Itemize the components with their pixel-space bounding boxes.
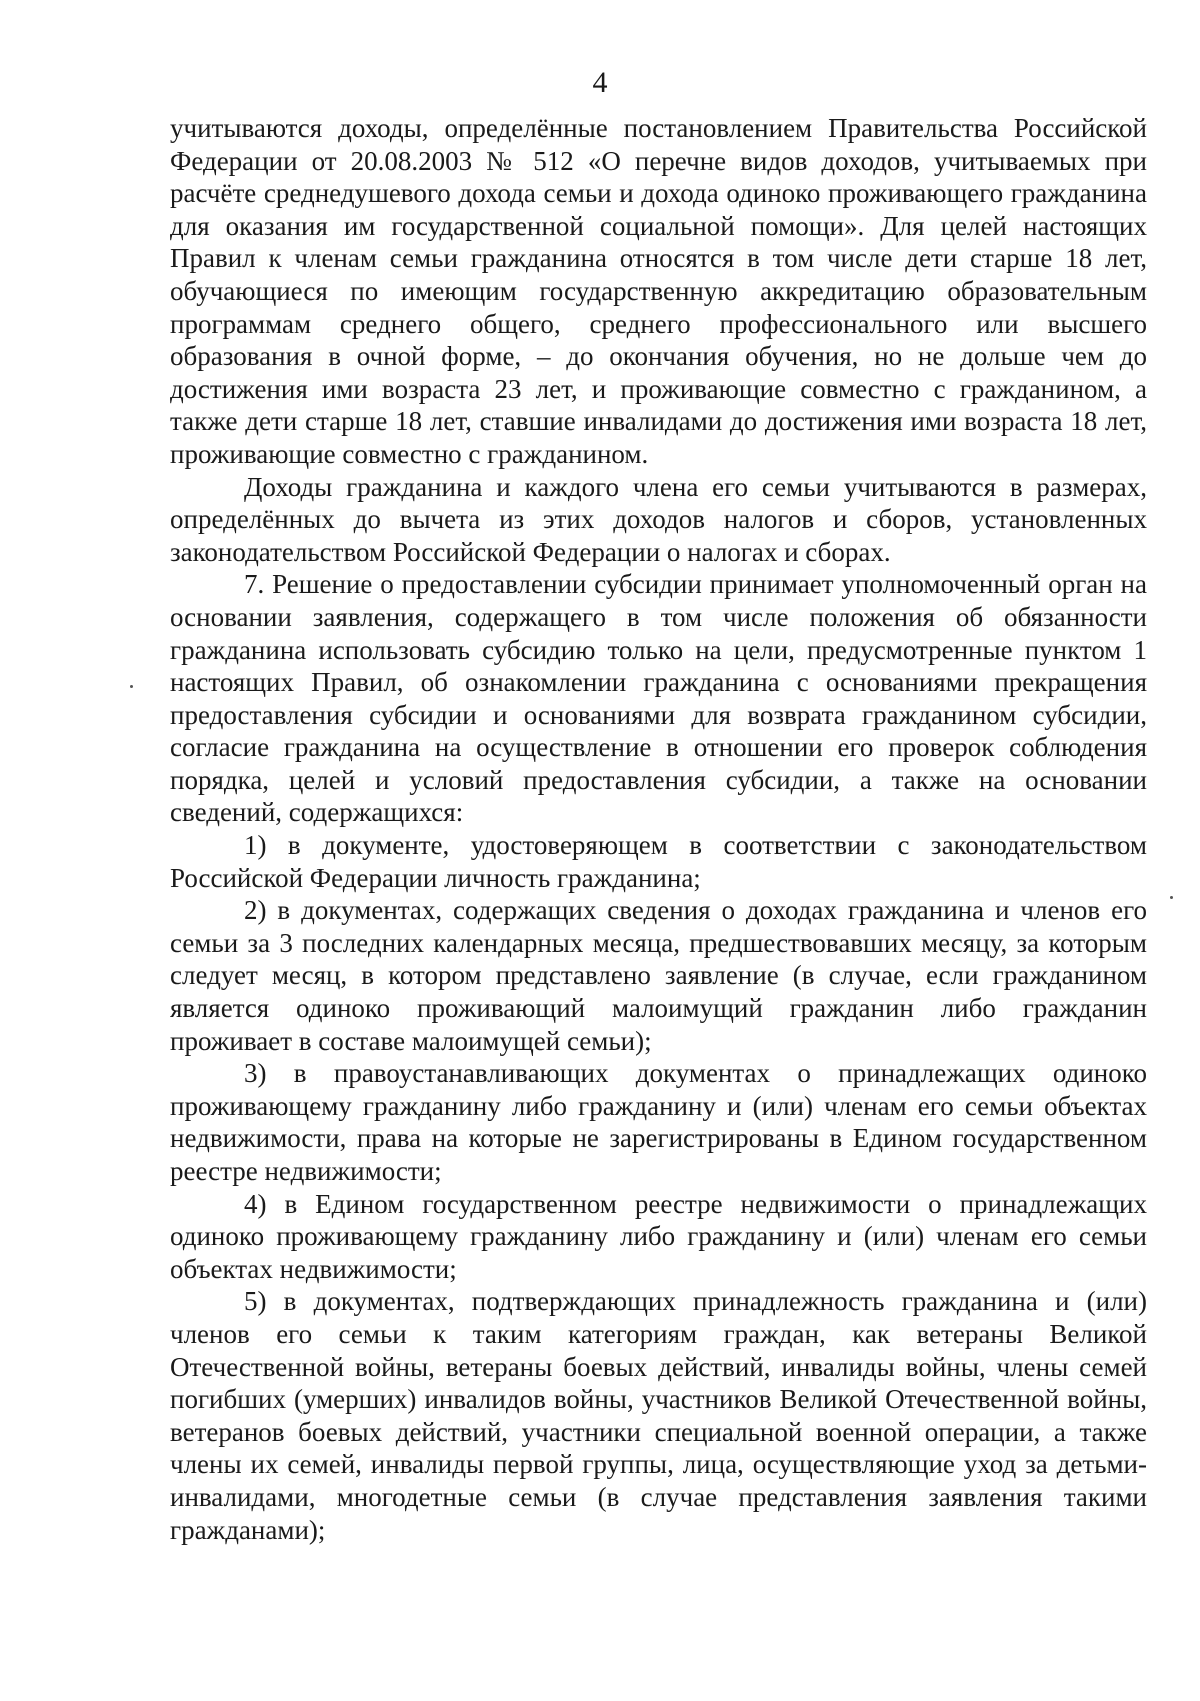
list-item-2: 2) в документах, содержащих сведения о доходах гражданина и членов его семьи за 3 последних календарных месяца, предшествовавших месяцу, за которым следует месяц, в котором представлено заявление (в случае, если гражданином является одиноко проживающий малоимущий гражданин либо гражданин проживает в составе малоимущей семьи); [170,895,1147,1056]
list-item-1: 1) в документе, удостоверяющем в соответствии с законодательством Российской Федерации личность гражданина; [170,830,1147,893]
list-item-3: 3) в правоустанавливающих документах о принадлежащих одиноко проживающему гражданину либо гражданину и (или) членам его семьи объектах недвижимости, права на которые не зарегистрированы в Едином государственном реестре недвижимости; [170,1058,1147,1186]
document-body [170,112,1147,1546]
list-item-5: 5) в документах, подтверждающих принадлежность гражданина и (или) членов его семьи к таким категориям граждан, как ветераны Великой Отечественной войны, ветераны боевых действий, инвалиды войны, члены семей погибших (умерших) инвалидов войны, участников Великой Отечественной войны, ветеранов боевых действий, участники специальной военной операции, а также члены их семей, инвалиды первой группы, лица, осуществляющие уход за детьми-инвалидами, многодетные семьи (в случае представления заявления такими гражданами); [170,1286,1147,1545]
paragraph-income-accounting: Доходы гражданина и каждого члена его семьи учитываются в размерах, определённых до вычета из этих доходов налогов и сборов, установленных законодательством Российской Федерации о налогах и сборах. [170,471,1147,567]
scan-artifact [1170,896,1173,899]
list-item-4: 4) в Едином государственном реестре недвижимости о принадлежащих одиноко проживающему гражданину либо гражданину и (или) членам его семьи объектах недвижимости; [170,1188,1147,1284]
paragraph-continuation: учитываются доходы, определённые постановлением Правительства Российской Федерации от 20.08.2003 № 512 «О перечне видов доходов, учитываемых при расчёте среднедушевого дохода семьи и дохода одиноко проживающего гражданина для оказания им государственной социальной помощи». Для целей настоящих Правил к членам семьи гражданина относятся в том числе дети старше 18 лет, обучающиеся по имеющим государственную аккредитацию образовательным программам среднего общего, среднего профессионального или высшего образования в очной форме, – до окончания обучения, но не дольше чем до достижения ими возраста 23 лет, и проживающие совместно с гражданином, а также дети старше 18 лет, ставшие инвалидами до достижения ими возраста 18 лет, проживающие совместно с гражданином. [170,113,1147,469]
paragraph-item-7: 7. Решение о предоставлении субсидии принимает уполномоченный орган на основании заявления, содержащего в том числе положения об обязанности гражданина использовать субсидию только на цели, предусмотренные пунктом 1 настоящих Правил, об ознакомлении гражданина с основаниями прекращения предоставления субсидии и основаниями для возврата гражданином субсидии, согласие гражданина на осуществление в отношении его проверок соблюдения порядка, целей и условий предоставления субсидии, а также на основании сведений, содержащихся: [170,569,1147,828]
page-number: 4 [592,66,608,99]
scan-artifact [130,685,133,688]
